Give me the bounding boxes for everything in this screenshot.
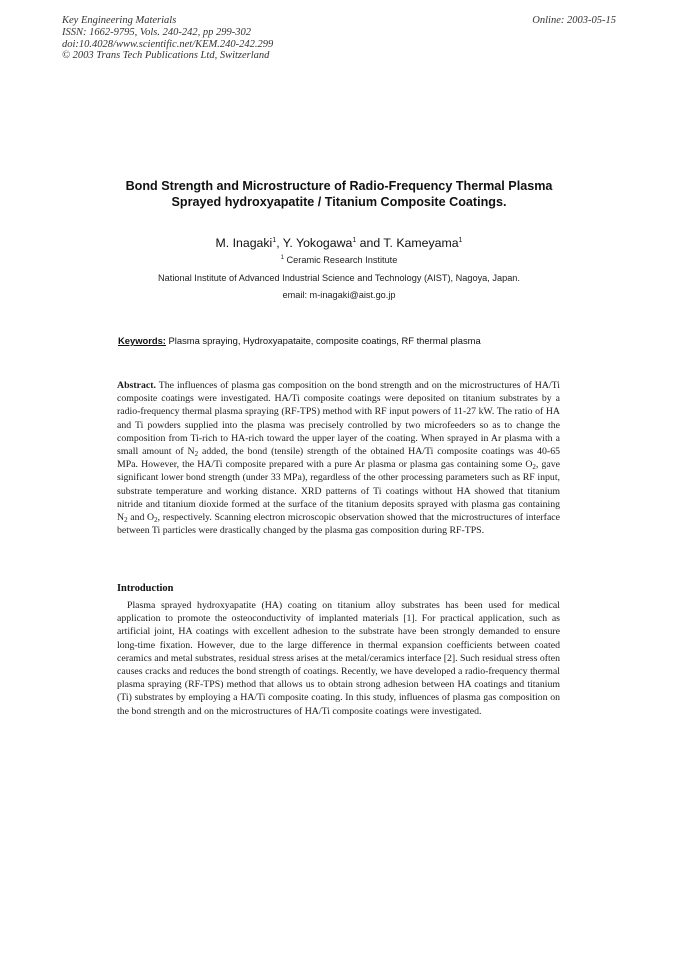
abstract-text-5: , respectively. Scanning electron microscopic observation showed that the microstructures of interface between Ti particles were drastically changed by the plasma gas composition during RF-TPS. (117, 512, 560, 537)
abstract-text-1: The influences of plasma gas composition on the bond strength and on the microstructures of HA/Ti composite coatings were investigated. HA/Ti composite coatings were deposited on titanium substrates by a radio-frequency thermal plasma spraying (RF-TPS) method with RF input powers of 11-27 kW. The ratio of HA and Ti powders supplied into the plasma was precisely controlled by two microfeeders so as to change the composition from Ti-rich to HA-rich toward the upper layer of the coating. When sprayed in Ar plasma with a small amount of N (117, 380, 560, 458)
author-list (80, 236, 598, 250)
copyright-line: © 2003 Trans Tech Publications Ltd, Switzerland (62, 50, 270, 62)
affiliation-mark: 1 (280, 255, 284, 261)
keywords-label: Keywords: (118, 335, 166, 346)
issn-line: ISSN: 1662-9795, Vols. 240-242, pp 299-302 (62, 26, 251, 38)
subscript-o2: 2 (154, 516, 158, 525)
section-heading-introduction: Introduction (117, 583, 174, 594)
subscript-n2: 2 (124, 516, 128, 525)
abstract-text-3: , gave significant lower bond strength (under 33 MPa), regardless of the other processing parameters such as RF input, substrate temperature and working distance. XRD patterns of Ti coatings without HA showed that titanium nitride and titanium dioxide formed at the surface of the titanium deposits sprayed with plasma gas containing N (117, 459, 560, 524)
title-line-2: Sprayed hydroxyapatite / Titanium Composite Coatings. (171, 195, 507, 209)
affiliation-institute: National Institute of Advanced Industrial Science and Technology (AIST), Nagoya, Japan. (158, 273, 520, 283)
journal-header (62, 15, 273, 62)
author-2-affil-mark: 1 (352, 237, 357, 244)
title-line-1: Bond Strength and Microstructure of Radio-Frequency Thermal Plasma (125, 179, 553, 193)
introduction-paragraph: Plasma sprayed hydroxyapatite (HA) coating on titanium alloy substrates has been used for medical application to promote the osteoconductivity of implanted materials [1]. For practical application, such as artificial joint, HA coatings with excellent adhesion to the substrate have been strongly demanded to ensure long-time fixation. However, due to the large difference in thermal expansion coefficients between coated ceramics and metal substrates, residual stress arises at the metal/ceramics interface [2]. Such residual stress often causes cracks and reduces the bond strength of coatings. Recently, we have developed a radio-frequency thermal plasma spraying (RF-TPS) method that allows us to obtain strong adhesion between HA coatings and titanium (Ti) substrates by employing a HA/Ti composite coating. In this study, influences of plasma gas composition on the bond strength and on the microstructures of HA/Ti composite coatings were investigated. (117, 600, 560, 717)
abstract-text-4: and O (127, 512, 155, 524)
department-name: Ceramic Research Institute (283, 255, 398, 265)
abstract-label: Abstract. (117, 380, 156, 391)
author-email: email: m-inagaki@aist.go.jp (282, 290, 396, 300)
keywords-text: Plasma spraying, Hydroxyapataite, composite coatings, RF thermal plasma (165, 335, 481, 346)
author-1: M. Inagaki (215, 236, 273, 250)
subscript-o2: 2 (532, 463, 536, 472)
author-3-affil-mark: 1 (458, 237, 463, 244)
online-date: Online: 2003-05-15 (532, 15, 616, 26)
abstract-paragraph (117, 379, 560, 537)
abstract-text-2: added, the bond (tensile) strength of the obtained HA/Ti composite coatings was 40-65 MPa. However, the HA/Ti composite prepared with a pure Ar plasma or plasma gas containing some O (117, 446, 560, 471)
author-2: , Y. Yokogawa (276, 236, 353, 250)
subscript-n2: 2 (194, 450, 199, 459)
journal-name: Key Engineering Materials (62, 15, 177, 26)
affiliation-department (80, 255, 598, 265)
author-1-affil-mark: 1 (272, 237, 277, 244)
doi-line: doi:10.4028/www.scientific.net/KEM.240-242.299 (62, 38, 274, 50)
paper-title (80, 178, 598, 210)
author-3: and T. Kameyama (356, 236, 459, 250)
keywords-line (118, 335, 481, 346)
